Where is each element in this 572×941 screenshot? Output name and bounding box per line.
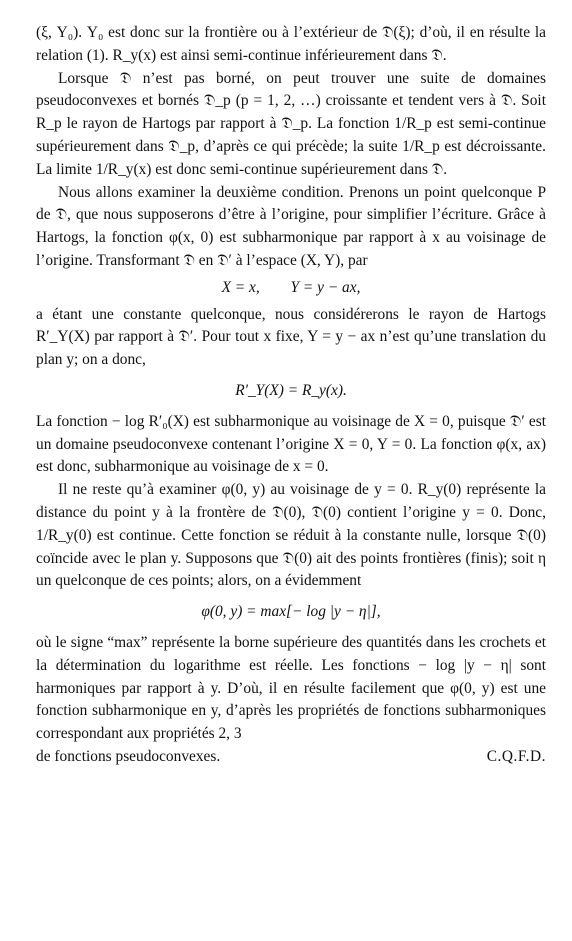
equation-transform: X = x, Y = y − ax, [221,278,361,296]
paper-page [36,22,546,769]
paragraph-4: a étant une constante quelconque, nous considérerons le rayon de Hartogs R′_Y(X) par rapport à 𝔇′. Pour tout x fixe, Y = y − ax n’est qu’une translation du plan y; on a donc, [36,305,546,369]
paragraph-1: (ξ, Y₀). Y₀ est donc sur la frontière ou à l’extérieur de 𝔇(ξ); d’où, il en résulte la relation (1). R_y(x) est ainsi semi-continue inférieurement dans 𝔇. [36,24,546,64]
equation-phi: φ(0, y) = max[− log |y − η|], [201,603,381,621]
paragraph-3: Nous allons examiner la deuxième condition. Prenons un point quelconque P de 𝔇, que nous supposerons d’être à l’origine, pour simplifier l’écriture. Grâce à Hartogs, la fonction φ(x, 0) est subharmonique par rapport à x au voisinage de l’origine. Transformant 𝔇 en 𝔇′ à l’espace (X, Y), par [36,183,546,269]
closing-text: de fonctions pseudoconvexes. [36,747,221,765]
paragraph-6: Il ne reste qu’à examiner φ(0, y) au voisinage de y = 0. R_y(0) représente la distance du point y à la frontère de 𝔇(0), 𝔇(0) contient l’origine y = 0. Donc, 1/R_y(0) est continue. Cette fonction se réduit à la constante nulle, lorsque 𝔇(0) coïncide avec le plan y. Supposons que 𝔇(0) ait des points frontières (finis); soit η un quelconque de ces points; alors, on a évidemment [36,481,546,590]
equation-rayon: R′_Y(X) = R_y(x). [235,381,347,399]
paragraph-5: La fonction − log R′₀(X) est subharmonique au voisinage de X = 0, puisque 𝔇′ est un domaine pseudoconvexe contenant l’origine X = 0, Y = 0. La fonction φ(x, ax) est donc, subharmonique au voisinage de x = 0. [36,412,546,476]
closing-line [36,746,546,769]
paragraph-7: où le signe “max” représente la borne supérieure des quantités dans les crochets et la détermination du logarithme est réelle. Les fonctions − log |y − η| sont harmoniques par rapport à y. D’où, il en résulte facilement que φ(0, y) est une fonction subharmonique en y, d’après les propriétés de fonctions subharmoniques correspondant aux propriétés 2, 3 [36,633,546,743]
paragraph-2: Lorsque 𝔇 n’est pas borné, on peut trouver une suite de domaines pseudoconvexes et bornés 𝔇_p (p = 1, 2, …) croissante et tendent vers à 𝔇. Soit R_p le rayon de Hartogs par rapport à 𝔇_p. La fonction 1/R_p est semi-continue supérieurement dans 𝔇_p, d’après ce qui précède; la suite 1/R_p est décroissante. La limite 1/R_y(x) est donc semi-continue supérieurement dans 𝔇. [36,69,546,178]
qed-mark: C.Q.F.D. [486,747,546,765]
